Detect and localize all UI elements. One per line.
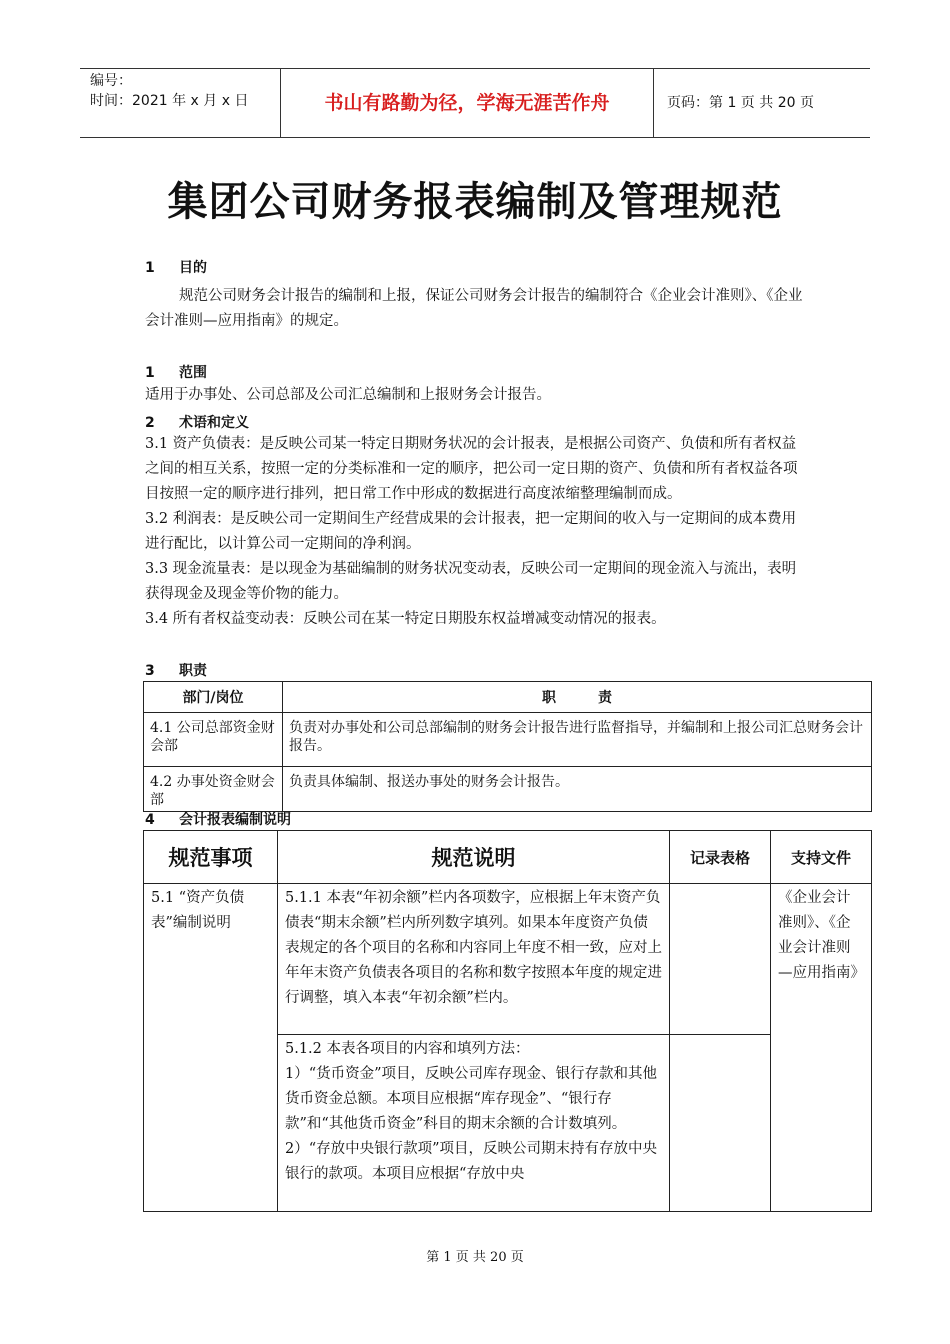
term-equity-changes: 3.4 所有者权益变动表：反映公司在某一特定日期股东权益增减变动情况的报表。 bbox=[145, 611, 666, 627]
term-income-statement: 3.2 利润表：是反映公司一定期间生产经营成果的会计报表，把一定期间的收入与一定期间的成本费用进行配比，以计算公司一定期间的净利润。 bbox=[145, 511, 797, 552]
table-row bbox=[144, 884, 872, 1035]
table-row bbox=[144, 713, 872, 767]
document-number-label: 编号： bbox=[90, 73, 132, 89]
duties-duty-cell: 负责具体编制、报送办事处的财务会计报告。 bbox=[283, 767, 872, 812]
purpose-text: 规范公司财务会计报告的编制和上报，保证公司财务会计报告的编制符合《企业会计准则》、《企业会计准则—应用指南》的规定。 bbox=[145, 288, 803, 329]
instructions-table bbox=[143, 830, 872, 1212]
desc-item-central-bank: 2）“存放中央银行款项”项目，反映公司期末持有存放中央银行的款项。本项目应根据“存放中央 bbox=[285, 1141, 658, 1182]
page-footer: 第 1 页 共 20 页 bbox=[426, 1250, 524, 1265]
record-form-cell-1 bbox=[670, 884, 771, 1035]
section-heading-instructions: 4 会计报表编制说明 bbox=[145, 812, 291, 828]
section-heading-duties: 3 职责 bbox=[145, 663, 207, 679]
term-balance-sheet: 3.1 资产负债表：是反映公司某一特定日期财务状况的会计报表，是根据公司资产、负债和所有者权益之间的相互关系，按照一定的分类标准和一定的顺序，把公司一定日期的资产、负债和所有者权益各项目按照一定的顺序进行排列，把日常工作中形成的数据进行高度浓缩整理编制而成。 bbox=[145, 436, 798, 502]
terms-list bbox=[145, 432, 810, 632]
norm-desc-cell-2 bbox=[278, 1035, 670, 1212]
support-doc-cell: 《企业会计准则》、《企业会计准则—应用指南》 bbox=[771, 884, 872, 1212]
record-form-cell-2 bbox=[670, 1035, 771, 1212]
duties-dept-cell: 4.2 办事处资金财会部 bbox=[144, 767, 283, 812]
document-date-label: 时间：2021 年 x 月 x 日 bbox=[90, 93, 249, 109]
header-norm-desc: 规范说明 bbox=[278, 831, 670, 884]
instructions-header-row bbox=[144, 831, 872, 884]
duties-duty-cell: 负责对办事处和公司总部编制的财务会计报告进行监督指导，并编制和上报公司汇总财务会计报告。 bbox=[283, 713, 872, 767]
header-record-form: 记录表格 bbox=[670, 831, 771, 884]
norm-desc-cell-1: 5.1.1 本表“年初余额”栏内各项数字，应根据上年末资产负债表“期末余额”栏内所列数字填列。如果本年度资产负债表规定的各个项目的名称和内容同上年度不相一致，应对上年年末资产负债表各项目的名称和数字按照本年度的规定进行调整，填入本表“年初余额”栏内。 bbox=[278, 884, 670, 1035]
duties-dept-cell: 4.1 公司总部资金财会部 bbox=[144, 713, 283, 767]
scope-text: 适用于办事处、公司总部及公司汇总编制和上报财务会计报告。 bbox=[145, 387, 551, 403]
header-support-doc: 支持文件 bbox=[771, 831, 872, 884]
header-meta bbox=[80, 69, 280, 137]
norm-item-cell: 5.1 “资产负债表”编制说明 bbox=[144, 884, 278, 1212]
duties-header-dept: 部门/岗位 bbox=[144, 682, 283, 713]
section-heading-terms: 2 术语和定义 bbox=[145, 415, 249, 431]
section-heading-scope: 1 范围 bbox=[145, 365, 207, 381]
document-title: 集团公司财务报表编制及管理规范 bbox=[167, 179, 783, 225]
term-cash-flow: 3.3 现金流量表：是以现金为基础编制的财务状况变动表，反映公司一定期间的现金流入与流出，表明获得现金及现金等价物的能力。 bbox=[145, 561, 797, 602]
header-page-number: 页码：第 1 页 共 20 页 bbox=[667, 95, 814, 111]
duties-header-duty: 职 责 bbox=[283, 682, 872, 713]
desc-item-cash: 1）“货币资金”项目，反映公司库存现金、银行存款和其他货币资金总额。本项目应根据“库存现金”、“银行存款”和“其他货币资金”科目的期末余额的合计数填列。 bbox=[285, 1066, 658, 1132]
header-norm-item: 规范事项 bbox=[144, 831, 278, 884]
document-header bbox=[80, 68, 870, 138]
desc-intro: 5.1.2 本表各项目的内容和填列方法： bbox=[285, 1041, 530, 1057]
duties-table bbox=[143, 681, 872, 812]
duties-header-row bbox=[144, 682, 872, 713]
table-row bbox=[144, 767, 872, 812]
section-heading-purpose: 1 目的 bbox=[145, 260, 207, 276]
header-motto: 书山有路勤为径，学海无涯苦作舟 bbox=[280, 69, 654, 137]
